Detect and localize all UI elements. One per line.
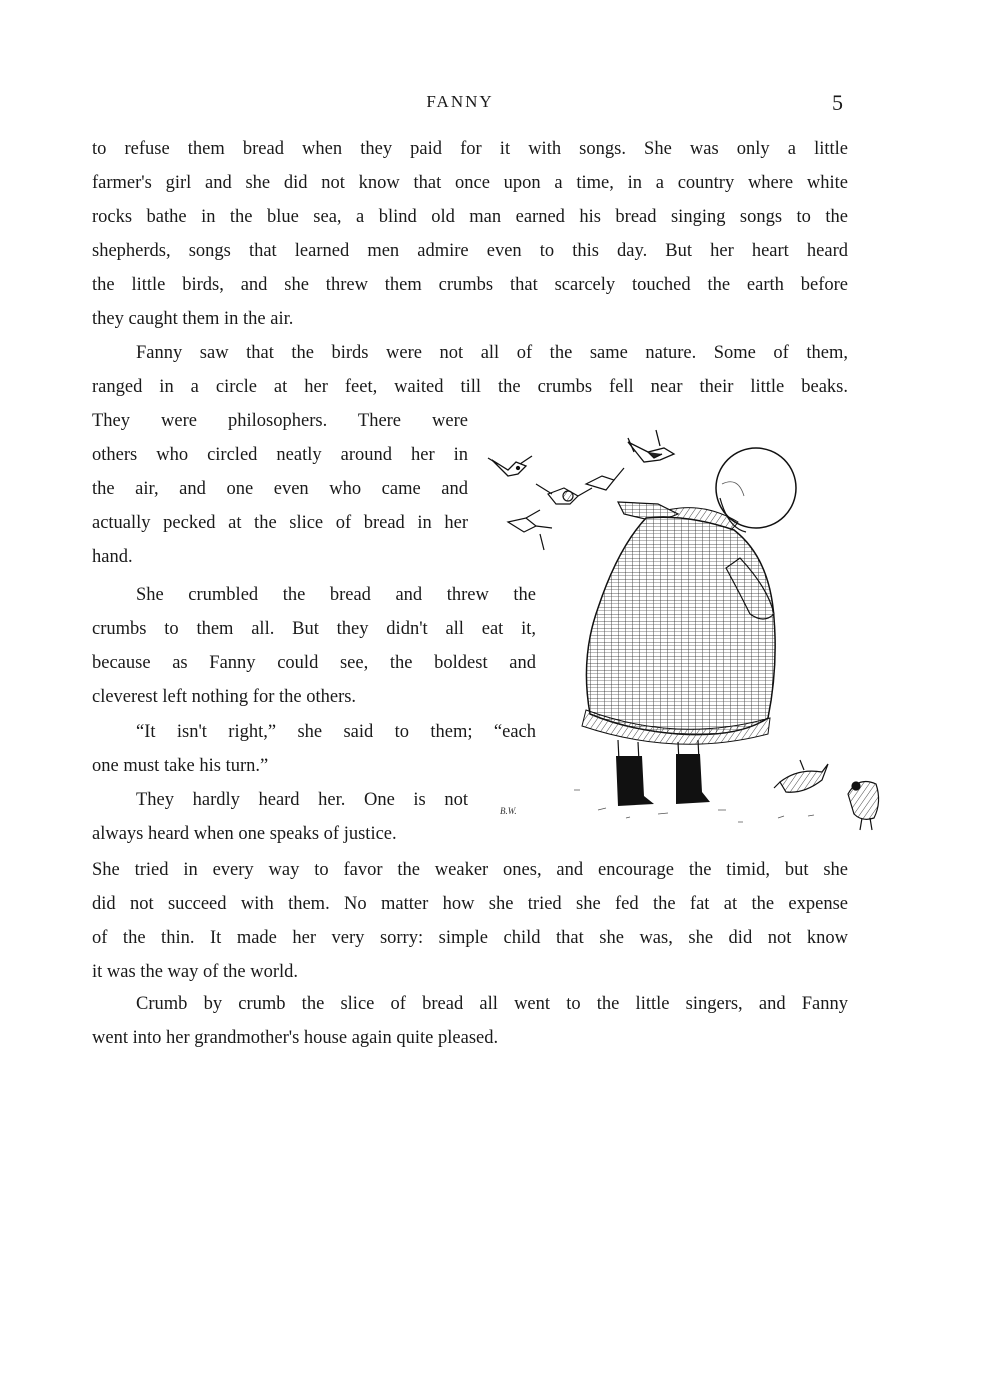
paragraph-3 [92,578,536,714]
paragraph-2-intro [92,336,848,404]
text-line: They were philosophers. There were [92,411,468,431]
bird-icon [586,468,624,490]
paragraph-4 [92,715,536,783]
running-head [0,90,1000,118]
bird-icon [508,510,552,550]
paragraph-2-wrap [92,404,468,574]
text-line: crumbs to them all. But they didn't all eat it, [92,619,536,639]
text-line: hand. [92,547,133,567]
text-line: because as Fanny could see, the boldest and [92,653,536,673]
text-line: Fanny saw that the birds were not all of the same nature. Some of them, [136,343,848,363]
text-line: She tried in every way to favor the weaker ones, and encourage the timid, but she [92,860,848,880]
text-line: the little birds, and she threw them crumbs that scarcely touched the earth before [92,275,848,295]
text-line: rocks bathe in the blue sea, a blind old man earned his bread singing songs to the [92,207,848,227]
text-line: the air, and one even who came and [92,479,468,499]
text-line: it was the way of the world. [92,962,299,982]
text-line: Crumb by crumb the slice of bread all went to the little singers, and Fanny [136,994,848,1014]
illustration-girl-feeding-birds [478,418,914,838]
bird-icon [628,430,674,462]
text-line: actually pecked at the slice of bread in her [92,513,468,533]
bird-icon [774,760,828,792]
text-line: one must take his turn.” [92,756,269,776]
text-line: shepherds, songs that learned men admire even to this day. But her heart heard [92,241,848,261]
text-line: “It isn't right,” she said to them; “each [136,722,536,742]
bird-icon [848,782,879,830]
bird-icon [488,456,532,476]
text-line: of the thin. It made her very sorry: simple child that she was, she did not know [92,928,848,948]
running-title: FANNY [426,92,494,111]
text-line: They hardly heard her. One is not [136,790,468,810]
page-number: 5 [832,90,843,115]
text-line: always heard when one speaks of justice. [92,824,397,844]
paragraph-1 [92,132,848,336]
text-line: did not succeed with them. No matter how she tried she fed the fat at the expense [92,894,848,914]
text-line: farmer's girl and she did not know that once upon a time, in a country where white [92,173,848,193]
text-line: She crumbled the bread and threw the [136,585,536,605]
paragraph-5-cont [92,853,848,989]
text-line: others who circled neatly around her in [92,445,468,465]
text-line: ranged in a circle at her feet, waited till the crumbs fell near their little beaks. [92,377,848,397]
bird-icon [536,484,592,504]
text-line: went into her grandmother's house again quite pleased. [92,1028,499,1048]
text-line: they caught them in the air. [92,309,294,329]
paragraph-6 [92,987,848,1055]
text-line: to refuse them bread when they paid for it with songs. She was only a little [92,139,848,159]
paragraph-5-wrap [92,783,468,851]
girl-figure [582,448,796,806]
artist-signature: B.W. [500,806,517,816]
text-line: cleverest left nothing for the others. [92,687,357,707]
